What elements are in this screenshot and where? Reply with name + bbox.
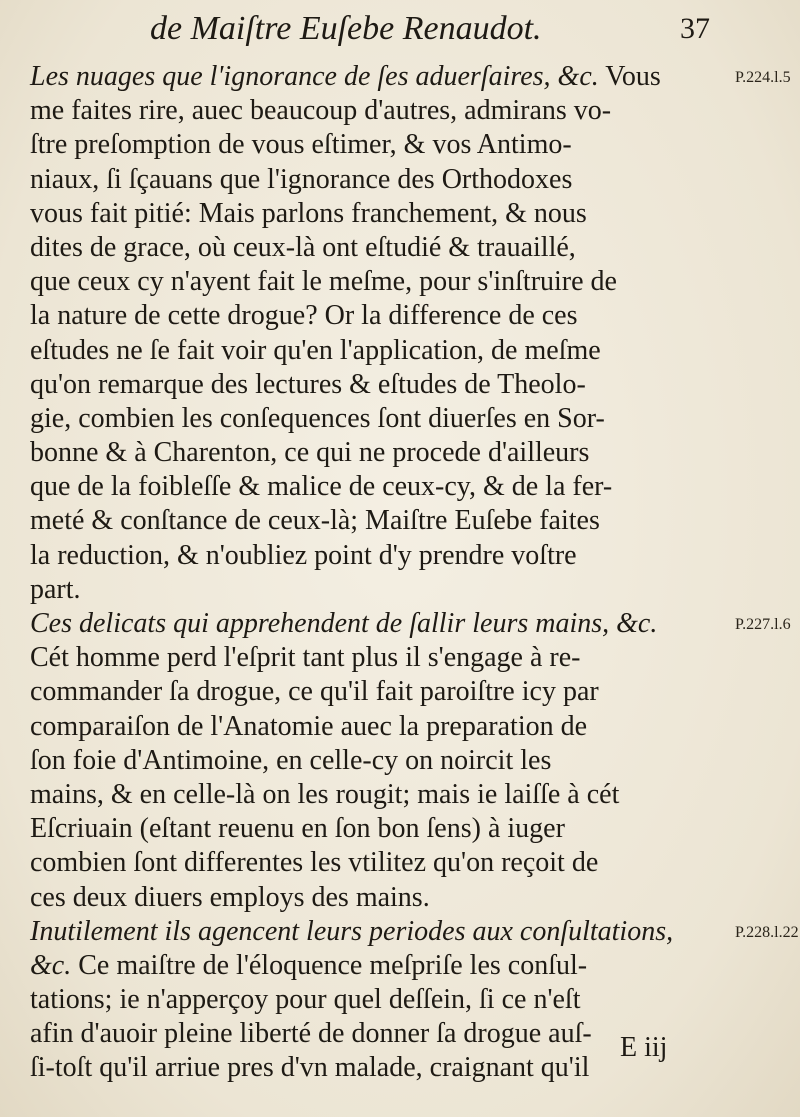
text-line	[30, 197, 730, 231]
roman-text: Cét homme perd l'eſprit tant plus il s'engage à re-	[30, 642, 581, 674]
text-line	[30, 402, 730, 436]
marginal-note: P.228.l.22	[735, 924, 799, 941]
roman-text: la reduction, & n'oubliez point d'y prendre voſtre	[30, 539, 577, 571]
text-line	[30, 299, 730, 333]
text-line	[30, 94, 730, 128]
roman-text: niaux, ſi ſçauans que l'ignorance des Orthodoxes	[30, 163, 573, 195]
page-number: 37	[680, 12, 710, 45]
text-line	[30, 504, 730, 538]
text-line	[30, 231, 730, 265]
roman-text: la nature de cette drogue? Or la difference de ces	[30, 300, 578, 332]
italic-text: Inutilement ils agencent leurs periodes aux conſultations,	[30, 915, 674, 947]
roman-text: ſtre preſomption de vous eſtimer, & vos Antimo-	[30, 129, 572, 161]
roman-text: part.	[30, 573, 81, 605]
text-line	[30, 539, 730, 573]
roman-text: ces deux diuers employs des mains.	[30, 881, 430, 913]
text-line	[30, 163, 730, 197]
roman-text: commander ſa drogue, ce qu'il fait paroiſtre icy par	[30, 676, 599, 708]
text-line	[30, 265, 730, 299]
roman-text: eſtudes ne ſe fait voir qu'en l'application, de meſme	[30, 334, 601, 366]
roman-text: dites de grace, où ceux-là ont eſtudié & trauaillé,	[30, 231, 576, 263]
text-line	[30, 744, 730, 778]
roman-text: meté & conſtance de ceux-là; Maiſtre Euſebe faites	[30, 505, 600, 537]
text-line	[30, 470, 730, 504]
text-line	[30, 983, 730, 1017]
italic-text: Ces delicats qui apprehendent de ſallir leurs mains, &c.	[30, 608, 658, 639]
text-line	[30, 710, 730, 744]
text-line	[30, 128, 730, 162]
text-line	[30, 675, 730, 709]
roman-text: ſi-toſt qu'il arriue pres d'vn malade, craignant qu'il	[30, 1052, 590, 1084]
text-line	[30, 881, 730, 915]
text-line	[30, 915, 730, 949]
text-line	[30, 949, 730, 983]
italic-text: &c.	[30, 949, 72, 981]
marginal-note: P.227.l.6	[735, 616, 791, 634]
roman-text: ſon foie d'Antimoine, en celle-cy on noircit les	[30, 744, 552, 776]
text-line	[30, 573, 730, 607]
roman-text: mains, & en celle-là on les rougit; mais ie laiſſe à cét	[30, 778, 620, 810]
text-line	[30, 641, 730, 675]
text-line	[30, 607, 730, 641]
text-line	[30, 60, 730, 94]
running-head-title: de Maiſtre Euſebe Renaudot.	[150, 10, 542, 47]
running-head	[150, 10, 710, 50]
roman-text: que ceux cy n'ayent fait le meſme, pour s'inſtruire de	[30, 266, 617, 298]
text-line	[30, 436, 730, 470]
roman-text: qu'on remarque des lectures & eſtudes de Theolo-	[30, 368, 586, 400]
roman-text: comparaiſon de l'Anatomie auec la preparation de	[30, 710, 588, 742]
marginal-note: P.224.l.5	[735, 69, 791, 86]
text-line	[30, 368, 730, 402]
roman-text: me faites rire, auec beaucoup d'autres, admirans vo-	[30, 95, 612, 127]
text-line	[30, 778, 730, 812]
roman-text: Ce maiſtre de l'éloquence meſpriſe les conſul-	[71, 949, 588, 981]
italic-text: Les nuages que l'ignorance de ſes aduerſaires, &c.	[30, 61, 599, 92]
roman-text: Eſcriuain (eſtant reuenu en ſon bon ſens) à iuger	[30, 813, 565, 845]
body-text	[30, 60, 730, 1086]
roman-text: tations; ie n'apperçoy pour quel deſſein, ſi ce n'eſt	[30, 984, 581, 1016]
text-line	[30, 812, 730, 846]
roman-text: que de la foibleſſe & malice de ceux-cy, & de la fer-	[30, 471, 613, 503]
roman-text: Vous	[598, 61, 661, 92]
roman-text: combien ſont differentes les vtilitez qu'on reçoit de	[30, 847, 599, 879]
signature-mark: E iij	[620, 1032, 668, 1063]
roman-text: gie, combien les conſequences ſont diuerſes en Sor-	[30, 402, 605, 434]
roman-text: bonne & à Charenton, ce qui ne procede d'ailleurs	[30, 437, 590, 469]
text-line	[30, 334, 730, 368]
roman-text: vous fait pitié: Mais parlons franchement, & nous	[30, 197, 587, 229]
roman-text: afin d'auoir pleine liberté de donner ſa drogue auſ-	[30, 1018, 592, 1050]
text-line	[30, 846, 730, 880]
